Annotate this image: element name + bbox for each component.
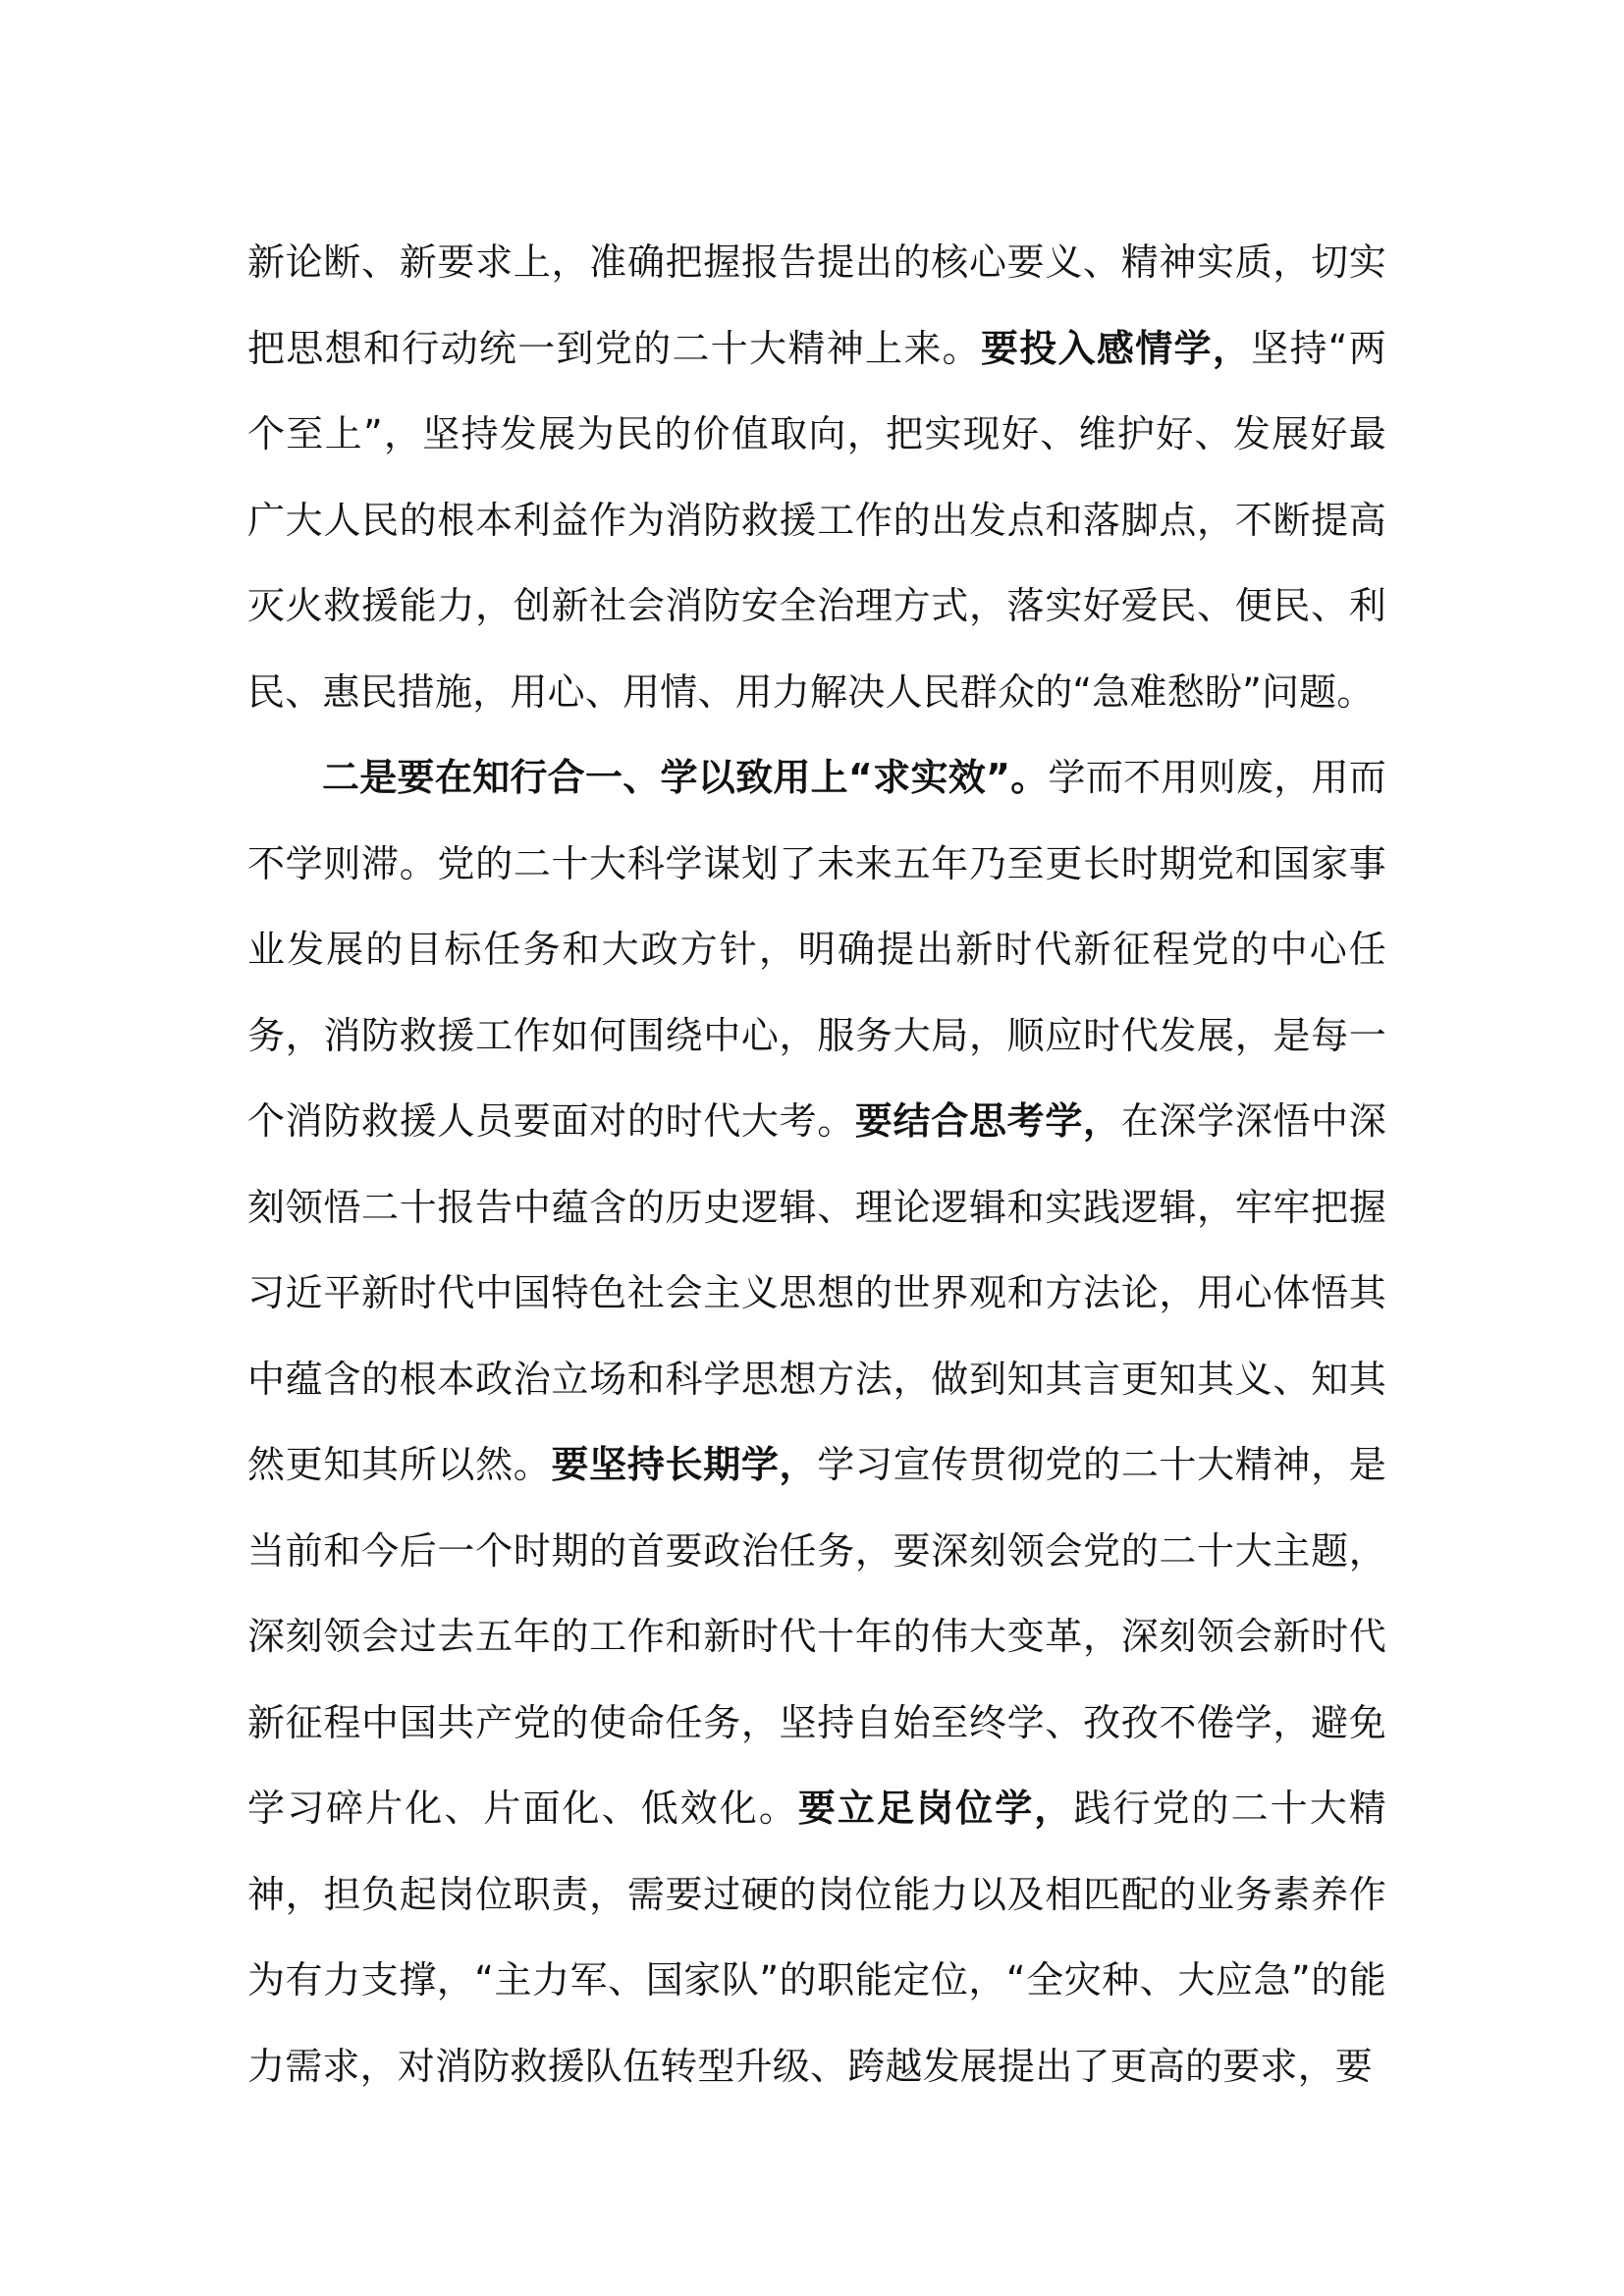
document-body <box>247 220 1386 2109</box>
text-segment: 学习宣传贯彻党的二十大精神，是当前和今后一个时期的首要政治任务，要深刻领会党的二十大主题，深刻领会过去五年的工作和新时代十年的伟大变革，深刻领会新时代新征程中国共产党的使命任务，坚持自始至终学、孜孜不倦学，避免学习碎片化、片面化、低效化。 <box>247 1443 1386 1830</box>
bold-heading-emotion: 要投入感情学， <box>980 326 1252 370</box>
bold-heading-post: 要立足岗位学， <box>797 1787 1074 1830</box>
bold-heading-long-term: 要坚持长期学， <box>551 1443 818 1486</box>
text-segment: 新论断、新要求上，准确把握报告提出的核心要义、精神实质，切实把思想和行动统一到党的二十大精神上来。 <box>247 240 1386 370</box>
text-segment: 坚持“两个至上”，坚持发展为民的价值取向，把实现好、维护好、发展好最广大人民的根本利益作为消防救援工作的出发点和落脚点，不断提高灭火救援能力，创新社会消防安全治理方式，落实好爱民、便民、利民、惠民措施，用心、用情、用力解决人民群众的“急难愁盼”问题。 <box>247 326 1386 714</box>
paragraph-1 <box>247 220 1386 735</box>
bold-heading-thinking: 要结合思考学， <box>854 1099 1121 1143</box>
text-segment: 在深学深悟中深刻领悟二十报告中蕴含的历史逻辑、理论逻辑和实践逻辑，牢牢把握习近平新时代中国特色社会主义思想的世界观和方法论，用心体悟其中蕴含的根本政治立场和科学思想方法，做到知其言更知其义、知其然更知其所以然。 <box>247 1099 1386 1486</box>
bold-heading-section-two: 二是要在知行合一、学以致用上“求实效”。 <box>322 756 1049 799</box>
text-segment: 践行党的二十大精神，担负起岗位职责，需要过硬的岗位能力以及相匹配的业务素养作为有力支撑，“主力军、国家队”的职能定位，“全灾种、大应急”的能力需求，对消防救援队伍转型升级、跨越发展提出了更高的要求，要 <box>247 1787 1386 2088</box>
text-segment: 学而不用则废，用而不学则滞。党的二十大科学谋划了未来五年乃至更长时期党和国家事业发展的目标任务和大政方针，明确提出新时代新征程党的中心任务，消防救援工作如何围绕中心，服务大局，顺应时代发展，是每一个消防救援人员要面对的时代大考。 <box>247 756 1386 1143</box>
paragraph-2 <box>247 735 1386 2109</box>
